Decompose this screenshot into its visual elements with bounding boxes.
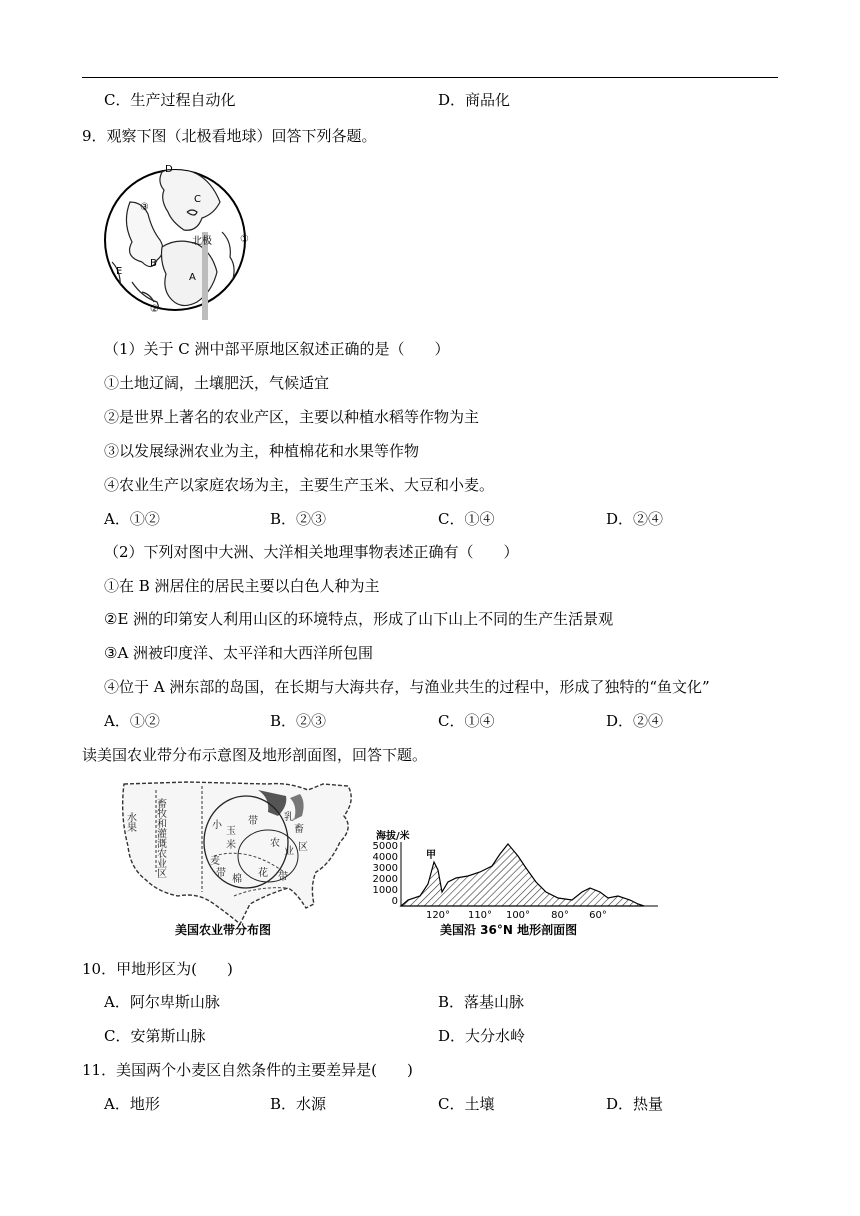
- xtick-120: 120°: [425, 910, 451, 921]
- map-label-e: E: [116, 266, 123, 277]
- q9-sub1-option-a: A．①②: [104, 510, 160, 528]
- map-region-livestock: 畜牧和灌溉农业区: [154, 798, 166, 878]
- map-char-9: 棉: [232, 874, 242, 885]
- q9-sub1-option-b: B．②③: [270, 510, 327, 528]
- q9-sub1-item-2: ②是世界上著名的农业产区，主要以种植水稻等作物为主: [104, 408, 480, 426]
- q9-sub2-item-1: ①在 B 洲居住的居民主要以白色人种为主: [104, 577, 380, 595]
- map-char-8: 区: [298, 842, 308, 853]
- map-char-13: 麦: [210, 856, 220, 867]
- q11-stem: 11．美国两个小麦区自然条件的主要差异是( ): [82, 1061, 413, 1079]
- q9-sub2-option-d: D．②④: [606, 712, 664, 730]
- xtick-100: 100°: [505, 910, 531, 921]
- map-label-1: ①: [240, 234, 249, 245]
- ytick-2000: 2000: [372, 874, 398, 885]
- map-label-2: ②: [150, 304, 159, 315]
- map-char-2: 米: [226, 840, 236, 851]
- map-char-12: 小: [212, 820, 222, 831]
- q9-sub1-item-4: ④农业生产以家庭农场为主，主要生产玉米、大豆和小麦。: [104, 476, 495, 494]
- q9-sub2-item-4: ④位于 A 洲东部的岛国，在长期与大海共存，与渔业共生的过程中，形成了独特的“鱼文化”: [104, 678, 710, 696]
- map-region-fruit: 水果: [124, 812, 136, 832]
- ytick-5000: 5000: [372, 841, 398, 852]
- q8-option-c: C．生产过程自动化: [104, 91, 236, 109]
- q10-stem: 10．甲地形区为( ): [82, 960, 233, 978]
- map-char-4: 乳: [284, 812, 294, 823]
- us-agriculture-map: [118, 776, 363, 944]
- q10-option-a: A．阿尔卑斯山脉: [104, 993, 220, 1011]
- q9-sub1-item-3: ③以发展绿洲农业为主，种植棉花和水果等作物: [104, 442, 420, 460]
- map-label-c: C: [194, 194, 201, 205]
- ytick-4000: 4000: [372, 852, 398, 863]
- map-char-14: 带: [216, 868, 226, 879]
- map-label-d: D: [165, 164, 173, 175]
- ytick-0: 0: [391, 896, 398, 907]
- xtick-110: 110°: [467, 910, 493, 921]
- profile-marker-jia: 甲: [426, 850, 436, 861]
- map-char-7: 业: [284, 846, 294, 857]
- map-label-3: ③: [140, 202, 149, 213]
- terrain-profile-figure: [368, 792, 663, 922]
- profile-caption: 美国沿 36°N 地形剖面图: [440, 923, 578, 937]
- q11-option-c: C．土壤: [438, 1095, 495, 1113]
- q9-sub2-item-2: ②E 洲的印第安人利用山区的环境特点，形成了山下山上不同的生产生活景观: [104, 610, 614, 628]
- ytick-3000: 3000: [372, 863, 398, 874]
- map-label-pole: 北极: [192, 236, 212, 247]
- q10-option-c: C．安第斯山脉: [104, 1027, 206, 1045]
- arctic-map-figure: [102, 152, 252, 332]
- q9-stem: 9．观察下图（北极看地球）回答下列各题。: [82, 127, 377, 145]
- intro-10-11: 读美国农业带分布示意图及地形剖面图，回答下题。: [82, 746, 428, 764]
- map-char-10: 花: [258, 868, 268, 879]
- map-char-6: 农: [270, 838, 280, 849]
- map-char-11: 带: [278, 872, 288, 883]
- q9-sub2-option-b: B．②③: [270, 712, 327, 730]
- ytick-1000: 1000: [372, 885, 398, 896]
- q9-sub1-option-d: D．②④: [606, 510, 664, 528]
- map-label-a: A: [189, 272, 196, 283]
- map-char-3: 带: [248, 816, 258, 827]
- profile-ylabel: 海拔/米: [376, 831, 410, 842]
- top-rule: [82, 77, 778, 78]
- us-map-caption: 美国农业带分布图: [175, 923, 272, 937]
- xtick-60: 60°: [589, 910, 607, 921]
- q9-sub1-option-c: C．①④: [438, 510, 495, 528]
- xtick-80: 80°: [551, 910, 569, 921]
- map-label-b: B: [150, 258, 157, 269]
- q10-option-b: B．落基山脉: [438, 993, 525, 1011]
- q10-option-d: D．大分水岭: [438, 1027, 526, 1045]
- q9-sub2-item-3: ③A 洲被印度洋、太平洋和大西洋所包围: [104, 644, 374, 662]
- q9-sub2-option-c: C．①④: [438, 712, 495, 730]
- q9-sub2-stem: （2）下列对图中大洲、大洋相关地理事物表述正确有（ ）: [104, 543, 519, 561]
- q9-sub1-item-1: ①土地辽阔，土壤肥沃，气候适宜: [104, 374, 330, 392]
- q11-option-a: A．地形: [104, 1095, 160, 1113]
- q9-sub2-option-a: A．①②: [104, 712, 160, 730]
- map-char-1: 玉: [226, 826, 236, 837]
- q9-sub1-stem: （1）关于 C 洲中部平原地区叙述正确的是（ ）: [104, 340, 450, 358]
- q11-option-b: B．水源: [270, 1095, 327, 1113]
- q11-option-d: D．热量: [606, 1095, 664, 1113]
- map-char-5: 畜: [294, 824, 304, 835]
- q8-option-d: D．商品化: [438, 91, 511, 109]
